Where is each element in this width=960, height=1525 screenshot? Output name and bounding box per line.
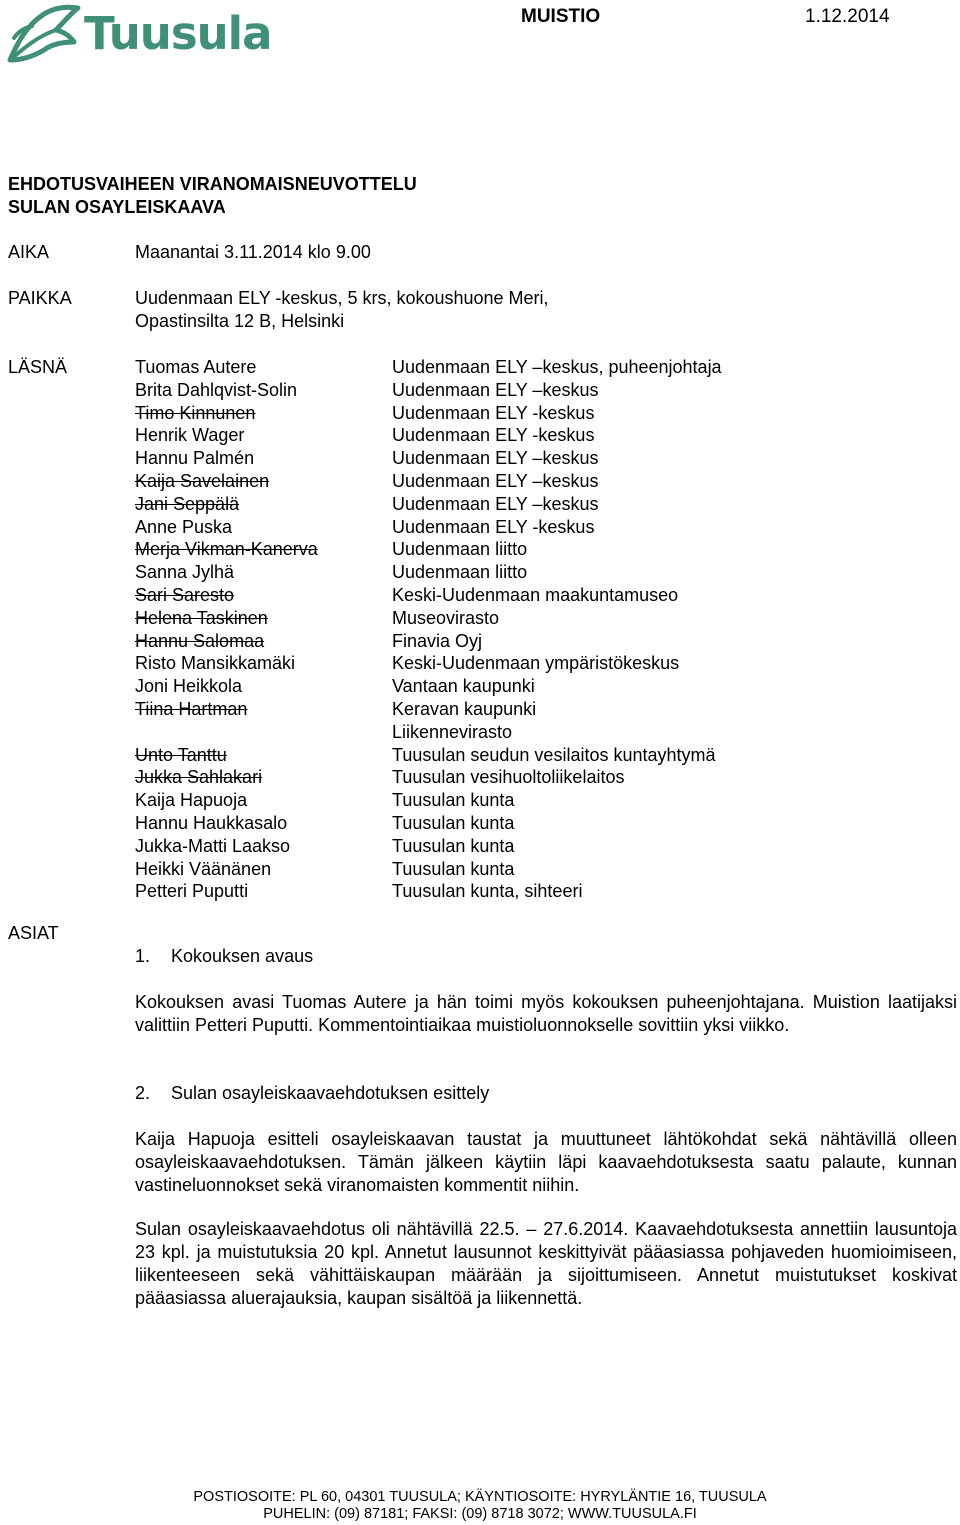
attendee-organization: Keravan kaupunki: [392, 698, 537, 719]
attendee-row: [135, 721, 935, 744]
attendee-name: Tuomas Autere: [135, 357, 257, 377]
attendee-name: Brita Dahlqvist-Solin: [135, 379, 298, 400]
agenda-item-number: 1.: [135, 946, 151, 966]
attendee-list: [135, 356, 935, 903]
attendee-organization: Uudenmaan ELY –keskus: [392, 379, 599, 400]
paikka-line-1: Uudenmaan ELY -keskus, 5 krs, kokoushuone Meri,: [135, 288, 549, 308]
attendee-row: [135, 447, 935, 470]
attendee-name: Timo Kinnunen: [135, 402, 256, 423]
attendee-organization: Museovirasto: [392, 607, 500, 628]
attendee-organization: Keski-Uudenmaan ympäristökeskus: [392, 653, 680, 674]
attendee-organization: Uudenmaan ELY –keskus, puheenjohtaja: [392, 357, 722, 377]
document-date: 1.12.2014: [805, 6, 890, 27]
attendee-row: [135, 835, 935, 858]
attendee-row: [135, 766, 935, 789]
title-line-1: EHDOTUSVAIHEEN VIRANOMAISNEUVOTTELU: [8, 174, 417, 194]
attendee-row: [135, 607, 935, 630]
attendee-organization: Uudenmaan liitto: [392, 562, 528, 583]
attendee-organization: Tuusulan kunta: [392, 812, 515, 833]
attendee-organization: Uudenmaan ELY –keskus: [392, 493, 599, 514]
attendee-name: Joni Heikkola: [135, 676, 243, 697]
document-type: MUISTIO: [521, 6, 601, 27]
attendee-organization: Uudenmaan ELY -keskus: [392, 402, 595, 423]
attendee-row: [135, 379, 935, 402]
document-title: [8, 173, 417, 218]
attendee-name: Hannu Salomaa: [135, 630, 265, 651]
lasna-label: LÄSNÄ: [8, 357, 68, 377]
attendee-name: Anne Puska: [135, 516, 233, 537]
title-line-2: SULAN OSAYLEISKAAVA: [8, 196, 226, 217]
agenda-item-2-heading: [135, 1082, 957, 1105]
attendee-name: Risto Mansikkamäki: [135, 653, 296, 674]
attendee-organization: Finavia Oyj: [392, 630, 483, 651]
agenda-item-1-text: Kokouksen avasi Tuomas Autere ja hän toimi myös kokouksen puheenjohtajana. Muistion laatijaksi valittiin Petteri Puputti. Kommentointiaikaa muistioluonnokselle sovittiin yksi viikko.: [135, 992, 957, 1035]
attendee-name: Merja Vikman-Kanerva: [135, 539, 318, 560]
attendee-name: Jukka Sahlakari: [135, 767, 263, 788]
agenda-item-2-paragraph-2: Sulan osayleiskaavaehdotus oli nähtävillä 22.5. – 27.6.2014. Kaavaehdotuksesta annettiin lausuntoja 23 kpl. ja muistutuksia 20 kpl. Annetut lausunnot keskittyivät pääasiassa pohjaveden huomioimiseen, liikenteeseen sekä vähittäiskaupan määrään ja sijoittumiseen. Annetut muistutukset koskivat pääasiassa aluerajauksia, kaupan sisältöä ja liikennettä.: [135, 1219, 957, 1308]
leaf-icon: [4, 2, 84, 66]
attendee-name: Kaija Savelainen: [135, 470, 270, 491]
attendee-organization: Uudenmaan ELY -keskus: [392, 425, 595, 446]
attendee-name: Jukka-Matti Laakso: [135, 835, 291, 856]
attendee-name: Tiina Hartman: [135, 698, 248, 719]
attendee-name: Hannu Haukkasalo: [135, 812, 288, 833]
attendee-name: Unto Tanttu: [135, 744, 227, 765]
attendee-organization: Tuusulan seudun vesilaitos kuntayhtymä: [392, 744, 716, 765]
attendee-row: [135, 880, 935, 903]
attendee-row: [135, 470, 935, 493]
attendee-row: [135, 652, 935, 675]
attendee-row: [135, 675, 935, 698]
attendee-name: Helena Taskinen: [135, 607, 268, 628]
paikka-line-2: Opastinsilta 12 B, Helsinki: [135, 310, 345, 331]
attendee-name: Jani Seppälä: [135, 493, 240, 514]
attendee-name: Sari Saresto: [135, 584, 235, 605]
attendee-organization: Uudenmaan ELY -keskus: [392, 516, 595, 537]
attendee-row: [135, 516, 935, 539]
attendee-name: Henrik Wager: [135, 425, 245, 446]
attendee-organization: Vantaan kaupunki: [392, 676, 535, 697]
agenda-item-number: 2.: [135, 1083, 151, 1103]
footer-address: POSTIOSOITE: PL 60, 04301 TUUSULA; KÄYNTIOSOITE: HYRYLÄNTIE 16, TUUSULA: [193, 1489, 767, 1505]
footer-contact: PUHELIN: (09) 87181; FAKSI: (09) 8718 3072; WWW.TUUSULA.FI: [263, 1506, 697, 1522]
attendee-organization: Uudenmaan liitto: [392, 539, 528, 560]
attendee-row: [135, 630, 935, 653]
logo-wordmark: Tuusula: [84, 7, 272, 60]
attendee-organization: Uudenmaan ELY –keskus: [392, 470, 599, 491]
attendee-organization: Keski-Uudenmaan maakuntamuseo: [392, 584, 679, 605]
attendee-row: [135, 402, 935, 425]
attendee-organization: Tuusulan kunta, sihteeri: [392, 881, 583, 902]
attendee-name: Heikki Väänänen: [135, 858, 272, 879]
attendee-organization: Tuusulan kunta: [392, 790, 515, 811]
attendee-row: [135, 744, 935, 767]
paikka-label: PAIKKA: [8, 288, 72, 308]
agenda-item-1-heading: [135, 945, 957, 968]
aika-label: AIKA: [8, 242, 50, 262]
paikka-value: [135, 287, 549, 333]
attendee-row: [135, 698, 935, 721]
attendee-row: [135, 789, 935, 812]
attendee-row: [135, 356, 935, 379]
agenda-item-title: Sulan osayleiskaavaehdotuksen esittely: [171, 1083, 490, 1103]
attendee-row: [135, 812, 935, 835]
attendee-row: [135, 538, 935, 561]
attendee-row: [135, 561, 935, 584]
agenda-item-title: Kokouksen avaus: [171, 946, 314, 966]
attendee-row: [135, 584, 935, 607]
attendee-row: [135, 858, 935, 881]
attendee-name: Hannu Palmén: [135, 448, 255, 469]
tuusula-logo: [4, 2, 304, 68]
attendee-row: [135, 493, 935, 516]
attendee-organization: Tuusulan kunta: [392, 858, 515, 879]
attendee-name: Kaija Hapuoja: [135, 790, 248, 811]
agenda-item-2-paragraph-1: Kaija Hapuoja esitteli osayleiskaavan taustat ja muuttuneet lähtökohdat sekä nähtävillä olleen osayleiskaavaehdotuksen. Tämän jälkeen käytiin läpi kaavaehdotuksesta saatu palaute, kunnan vastineluonnokset sekä viranomaisten kommentit niihin.: [135, 1129, 957, 1195]
attendee-name: Sanna Jylhä: [135, 562, 235, 583]
attendee-organization: Uudenmaan ELY –keskus: [392, 448, 599, 469]
attendee-organization: Tuusulan vesihuoltoliikelaitos: [392, 767, 625, 788]
attendee-organization: Liikennevirasto: [392, 721, 513, 742]
attendee-name: Petteri Puputti: [135, 881, 249, 902]
asiat-label: ASIAT: [8, 923, 59, 943]
aika-value: Maanantai 3.11.2014 klo 9.00: [135, 242, 371, 262]
attendee-organization: Tuusulan kunta: [392, 835, 515, 856]
attendee-row: [135, 424, 935, 447]
